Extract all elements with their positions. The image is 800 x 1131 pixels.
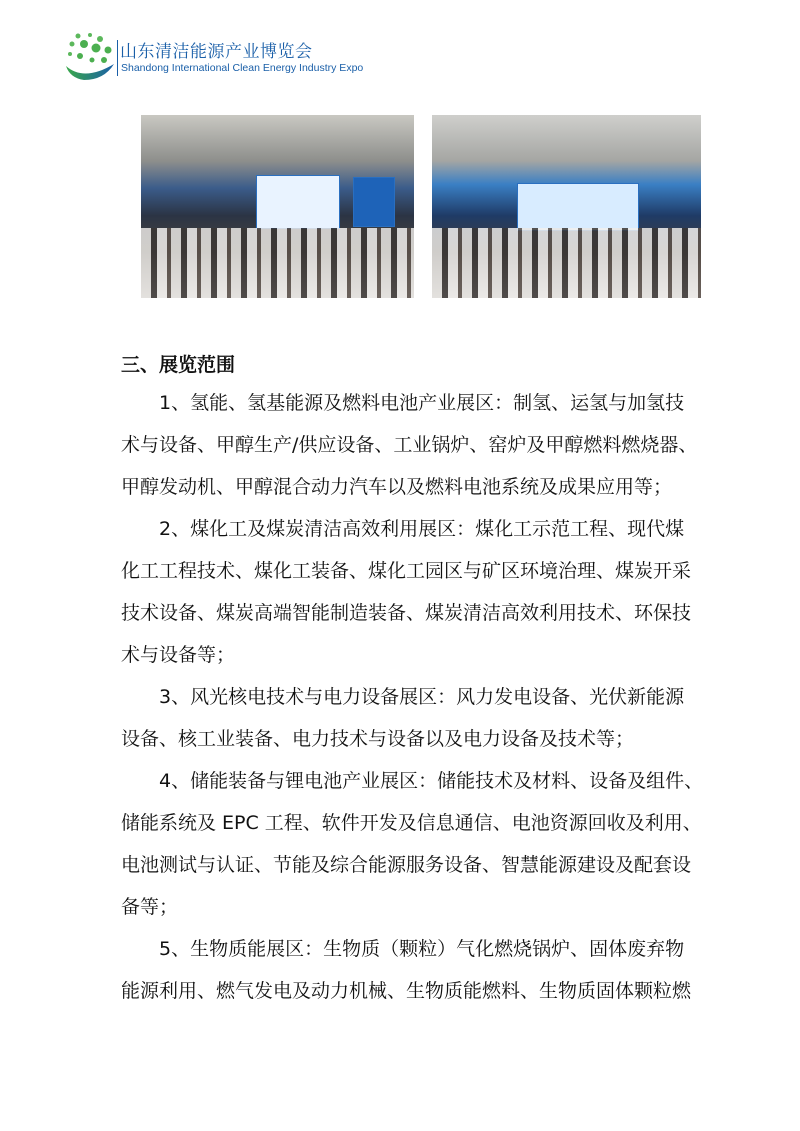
- section-heading: 三、展览范围: [121, 354, 236, 376]
- conference-photo-2: [432, 115, 701, 298]
- text-line: 储能系统及 EPC 工程、软件开发及信息通信、电池资源回收及利用、: [121, 812, 702, 834]
- logo-title-en: Shandong International Clean Energy Industry Expo: [121, 62, 364, 74]
- text-line: 4、储能装备与锂电池产业展区：储能技术及材料、设备及组件、: [159, 770, 704, 792]
- expo-logo-icon: [64, 30, 116, 82]
- text-line: 能源利用、燃气发电及动力机械、生物质能燃料、生物质固体颗粒燃: [121, 980, 692, 1002]
- logo-title-cn: 山东清洁能源产业博览会: [120, 42, 313, 62]
- text-line: 2、煤化工及煤炭清洁高效利用展区：煤化工示范工程、现代煤: [159, 518, 685, 540]
- logo-divider: [117, 40, 118, 76]
- text-line: 1、氢能、氢基能源及燃料电池产业展区：制氢、运氢与加氢技: [159, 392, 685, 414]
- text-line: 备等；: [121, 896, 179, 918]
- text-line: 甲醇发动机、甲醇混合动力汽车以及燃料电池系统及成果应用等；: [121, 476, 673, 498]
- text-line: 术与设备等；: [121, 644, 236, 666]
- text-line: 5、生物质能展区：生物质（颗粒）气化燃烧锅炉、固体废弃物: [159, 938, 685, 960]
- text-line: 化工工程技术、煤化工装备、煤化工园区与矿区环境治理、煤炭开采: [121, 560, 692, 582]
- text-line: 3、风光核电技术与电力设备展区：风力发电设备、光伏新能源: [159, 686, 685, 708]
- text-line: 设备、核工业装备、电力技术与设备以及电力设备及技术等；: [121, 728, 635, 750]
- text-line: 术与设备、甲醇生产/供应设备、工业锅炉、窑炉及甲醇燃料燃烧器、: [121, 434, 698, 456]
- text-line: 技术设备、煤炭高端智能制造装备、煤炭清洁高效利用技术、环保技: [121, 602, 692, 624]
- conference-photo-1: [141, 115, 414, 298]
- text-line: 电池测试与认证、节能及综合能源服务设备、智慧能源建设及配套设: [121, 854, 692, 876]
